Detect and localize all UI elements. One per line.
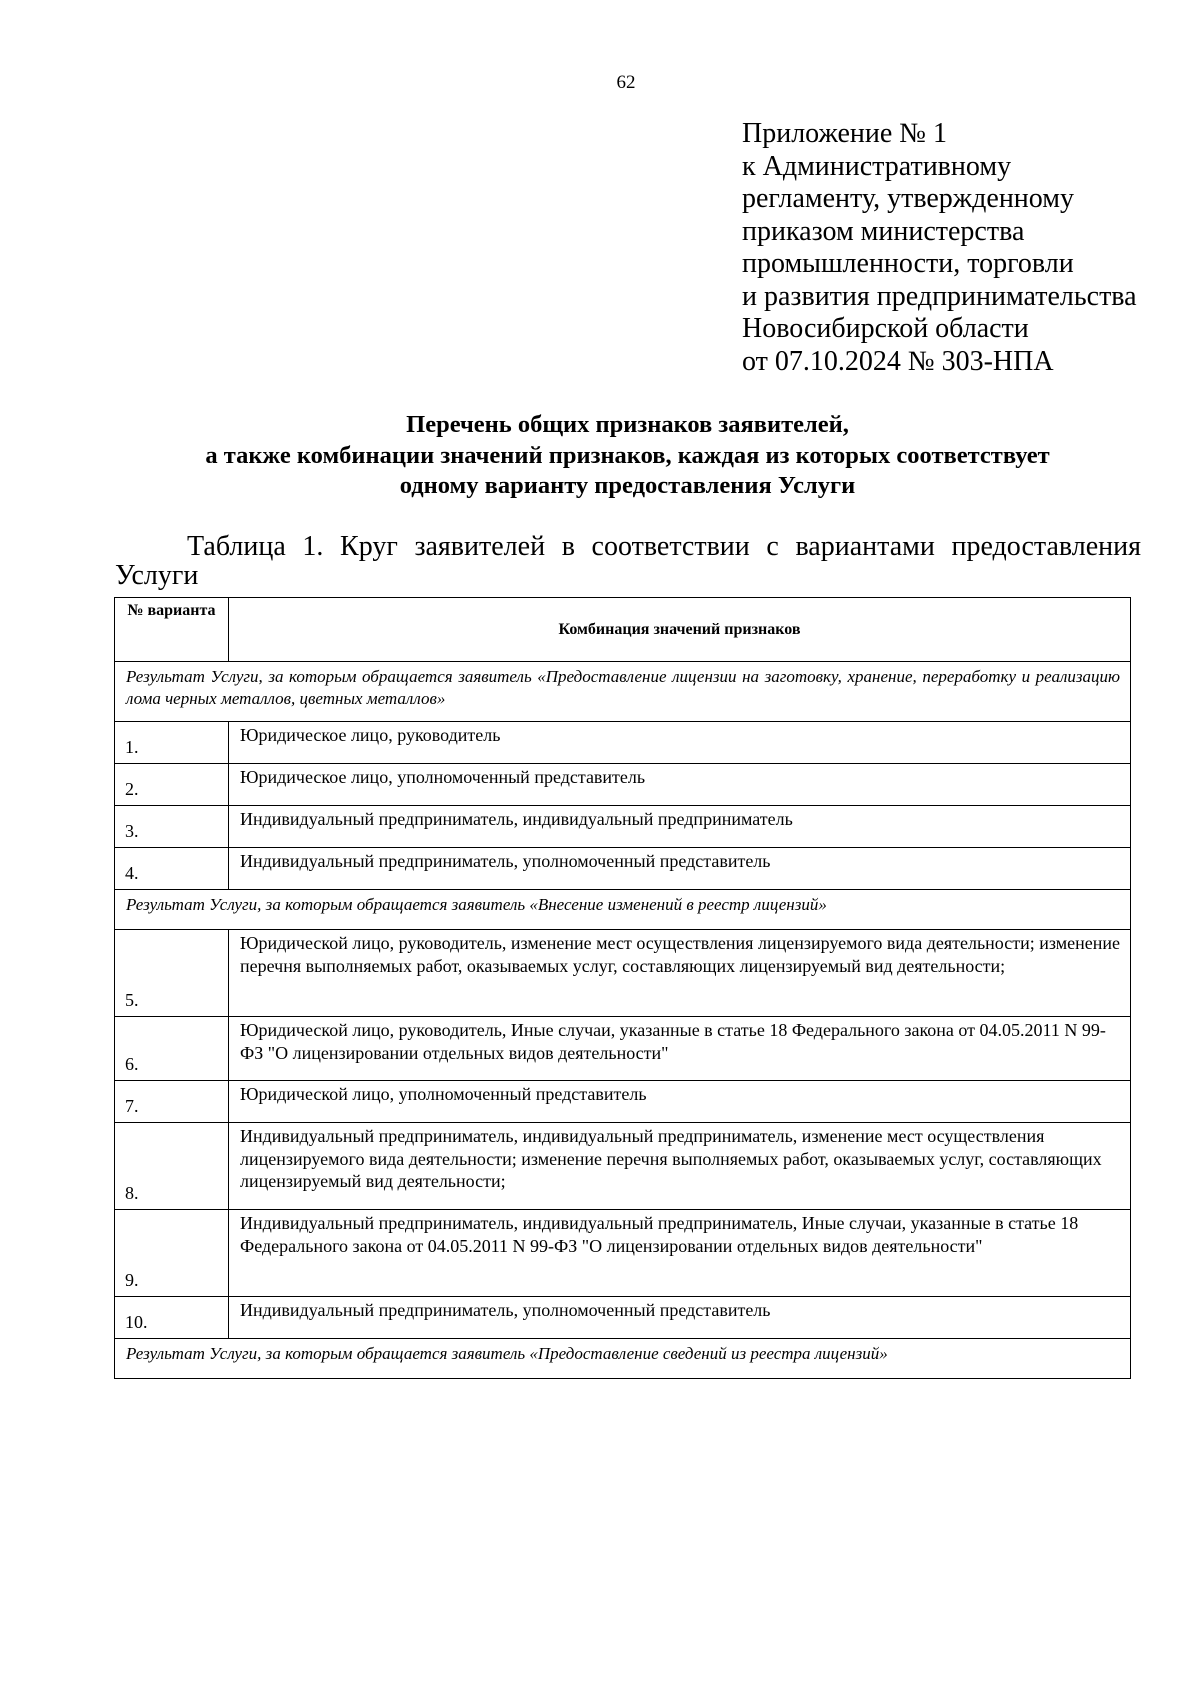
section-title: Результат Услуги, за которым обращается заявитель «Внесение изменений в реестр лицензий» [115,890,1131,930]
variant-combination: Юридической лицо, уполномоченный представитель [229,1081,1131,1123]
variant-combination: Юридической лицо, руководитель, изменение мест осуществления лицензируемого вида деятельности; изменение перечня выполняемых работ, оказываемых услуг, составляющих лицензируемый вид деятельности; [229,930,1131,1017]
appendix-line: Новосибирской области [742,313,1029,344]
appendix-block [742,118,1162,378]
appendix-line: регламенту, утвержденному [742,183,1074,214]
title-line: одному варианту предоставления Услуги [399,472,856,499]
variant-number: 10. [115,1297,229,1339]
table-row [115,1210,1131,1297]
variant-number: 5. [115,930,229,1017]
section-row [115,1339,1131,1379]
variant-number: 2. [115,764,229,806]
table-row [115,930,1131,1017]
variant-number: 1. [115,722,229,764]
variant-combination: Юридической лицо, руководитель, Иные случаи, указанные в статье 18 Федерального закона от 04.05.2011 N 99-ФЗ "О лицензировании отдельных видов деятельности" [229,1017,1131,1081]
variants-table [114,597,1131,1379]
variant-combination: Юридическое лицо, уполномоченный представитель [229,764,1131,806]
appendix-line: Приложение № 1 [742,118,947,149]
appendix-line: приказом министерства [742,215,1025,247]
appendix-line: и развития предпринимательства [742,280,1137,312]
appendix-line: к Административному [742,150,1012,182]
appendix-line: промышленности, торговли [742,248,1074,279]
variant-combination: Индивидуальный предприниматель, уполномоченный представитель [229,1297,1131,1339]
variant-combination: Индивидуальный предприниматель, индивидуальный предприниматель [229,806,1131,848]
page-number: 62 [616,72,636,93]
table-row [115,806,1131,848]
variant-combination: Индивидуальный предприниматель, индивидуальный предприниматель, изменение мест осуществления лицензируемого вида деятельности; изменение перечня выполняемых работ, оказываемых услуг, составляющих лицензируемый вид деятельности; [229,1123,1131,1210]
variant-combination: Юридическое лицо, руководитель [229,722,1131,764]
table-row [115,1297,1131,1339]
variant-combination: Индивидуальный предприниматель, уполномоченный представитель [229,848,1131,890]
header-combination: Комбинация значений признаков [229,598,1131,662]
title-line: Перечень общих признаков заявителей, [406,411,849,438]
table-row [115,1081,1131,1123]
variant-number: 3. [115,806,229,848]
table-row [115,1017,1131,1081]
table-row [115,722,1131,764]
table-row [115,764,1131,806]
section-row [115,890,1131,930]
section-row [115,662,1131,722]
table-row [115,1123,1131,1210]
section-title: Результат Услуги, за которым обращается заявитель «Предоставление сведений из реестра лицензий» [115,1339,1131,1379]
variant-number: 4. [115,848,229,890]
variant-number: 6. [115,1017,229,1081]
document-title [115,410,1140,502]
variant-number: 7. [115,1081,229,1123]
appendix-line: от 07.10.2024 № 303-НПА [742,345,1054,377]
variant-combination: Индивидуальный предприниматель, индивидуальный предприниматель, Иные случаи, указанные в статье 18 Федерального закона от 04.05.2011 N 99-ФЗ "О лицензировании отдельных видов деятельности" [229,1210,1131,1297]
title-line: а также комбинации значений признаков, каждая из которых соответствует [205,441,1050,469]
variant-number: 9. [115,1210,229,1297]
variant-number: 8. [115,1123,229,1210]
table-row [115,848,1131,890]
table-caption: Таблица 1. Круг заявителей в соответствии с вариантами предоставления Услуги [115,531,1141,591]
table-header-row [115,598,1131,662]
header-variant-number: № варианта [115,598,229,662]
section-title: Результат Услуги, за которым обращается заявитель «Предоставление лицензии на заготовку, хранение, переработку и реализацию лома черных металлов, цветных металлов» [115,662,1131,722]
